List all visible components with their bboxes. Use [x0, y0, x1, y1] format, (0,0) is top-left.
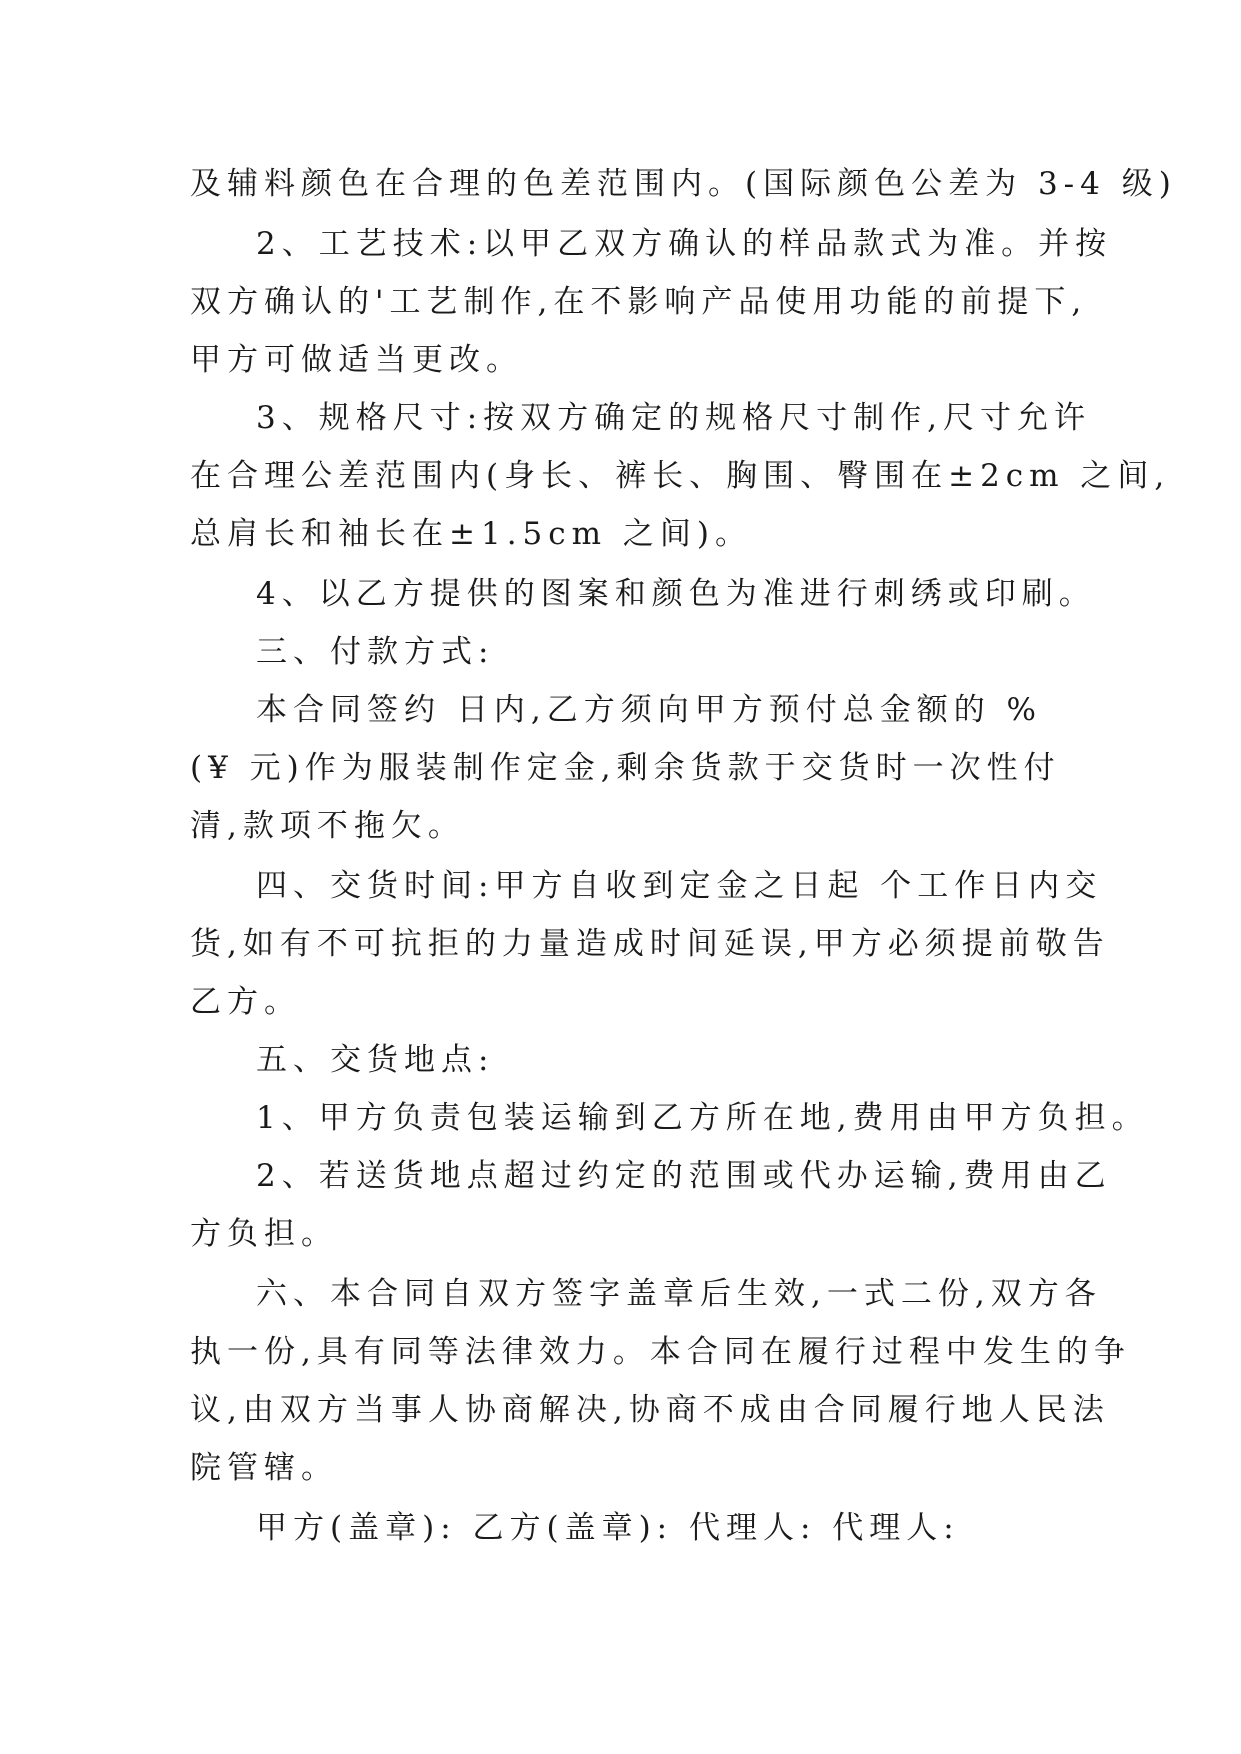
text-line: 院管辖。 [190, 1450, 338, 1486]
text-line: 2、工艺技术:以甲乙双方确认的样品款式为准。并按 [256, 226, 1113, 262]
text-line: 议,由双方当事人协商解决,协商不成由合同履行地人民法 [190, 1392, 1110, 1428]
section-heading: 四、交货时间:甲方自收到定金之日起 个工作日内交 [256, 868, 1103, 904]
section-heading: 三、付款方式: [256, 634, 495, 670]
text-line: 双方确认的'工艺制作,在不影响产品使用功能的前提下, [190, 284, 1088, 320]
text-line: 及辅料颜色在合理的色差范围内。(国际颜色公差为 3-4 级) [190, 166, 1177, 202]
text-line: 3、规格尺寸:按双方确定的规格尺寸制作,尺寸允许 [256, 400, 1092, 436]
text-line: (¥ 元)作为服装制作定金,剩余货款于交货时一次性付 [190, 750, 1061, 786]
text-line: 清,款项不拖欠。 [190, 808, 465, 844]
signature-line: 甲方(盖章): 乙方(盖章): 代理人: 代理人: [256, 1510, 960, 1546]
text-line: 执一份,具有同等法律效力。本合同在履行过程中发生的争 [190, 1334, 1131, 1370]
text-line: 甲方可做适当更改。 [190, 342, 523, 378]
text-line: 总肩长和袖长在±1.5cm 之间)。 [190, 516, 752, 552]
text-line: 方负担。 [190, 1216, 338, 1252]
text-line: 1、甲方负责包装运输到乙方所在地,费用由甲方负担。 [256, 1100, 1149, 1136]
text-line: 2、若送货地点超过约定的范围或代办运输,费用由乙 [256, 1158, 1112, 1194]
text-line: 在合理公差范围内(身长、裤长、胸围、臀围在±2cm 之间, [190, 458, 1171, 494]
section-heading: 六、本合同自双方签字盖章后生效,一式二份,双方各 [256, 1276, 1102, 1312]
text-line: 货,如有不可抗拒的力量造成时间延误,甲方必须提前敬告 [190, 926, 1110, 962]
text-line: 4、以乙方提供的图案和颜色为准进行刺绣或印刷。 [256, 576, 1096, 612]
text-line: 本合同签约 日内,乙方须向甲方预付总金额的 % [256, 692, 1043, 728]
text-line: 乙方。 [190, 984, 301, 1020]
section-heading: 五、交货地点: [256, 1042, 495, 1078]
